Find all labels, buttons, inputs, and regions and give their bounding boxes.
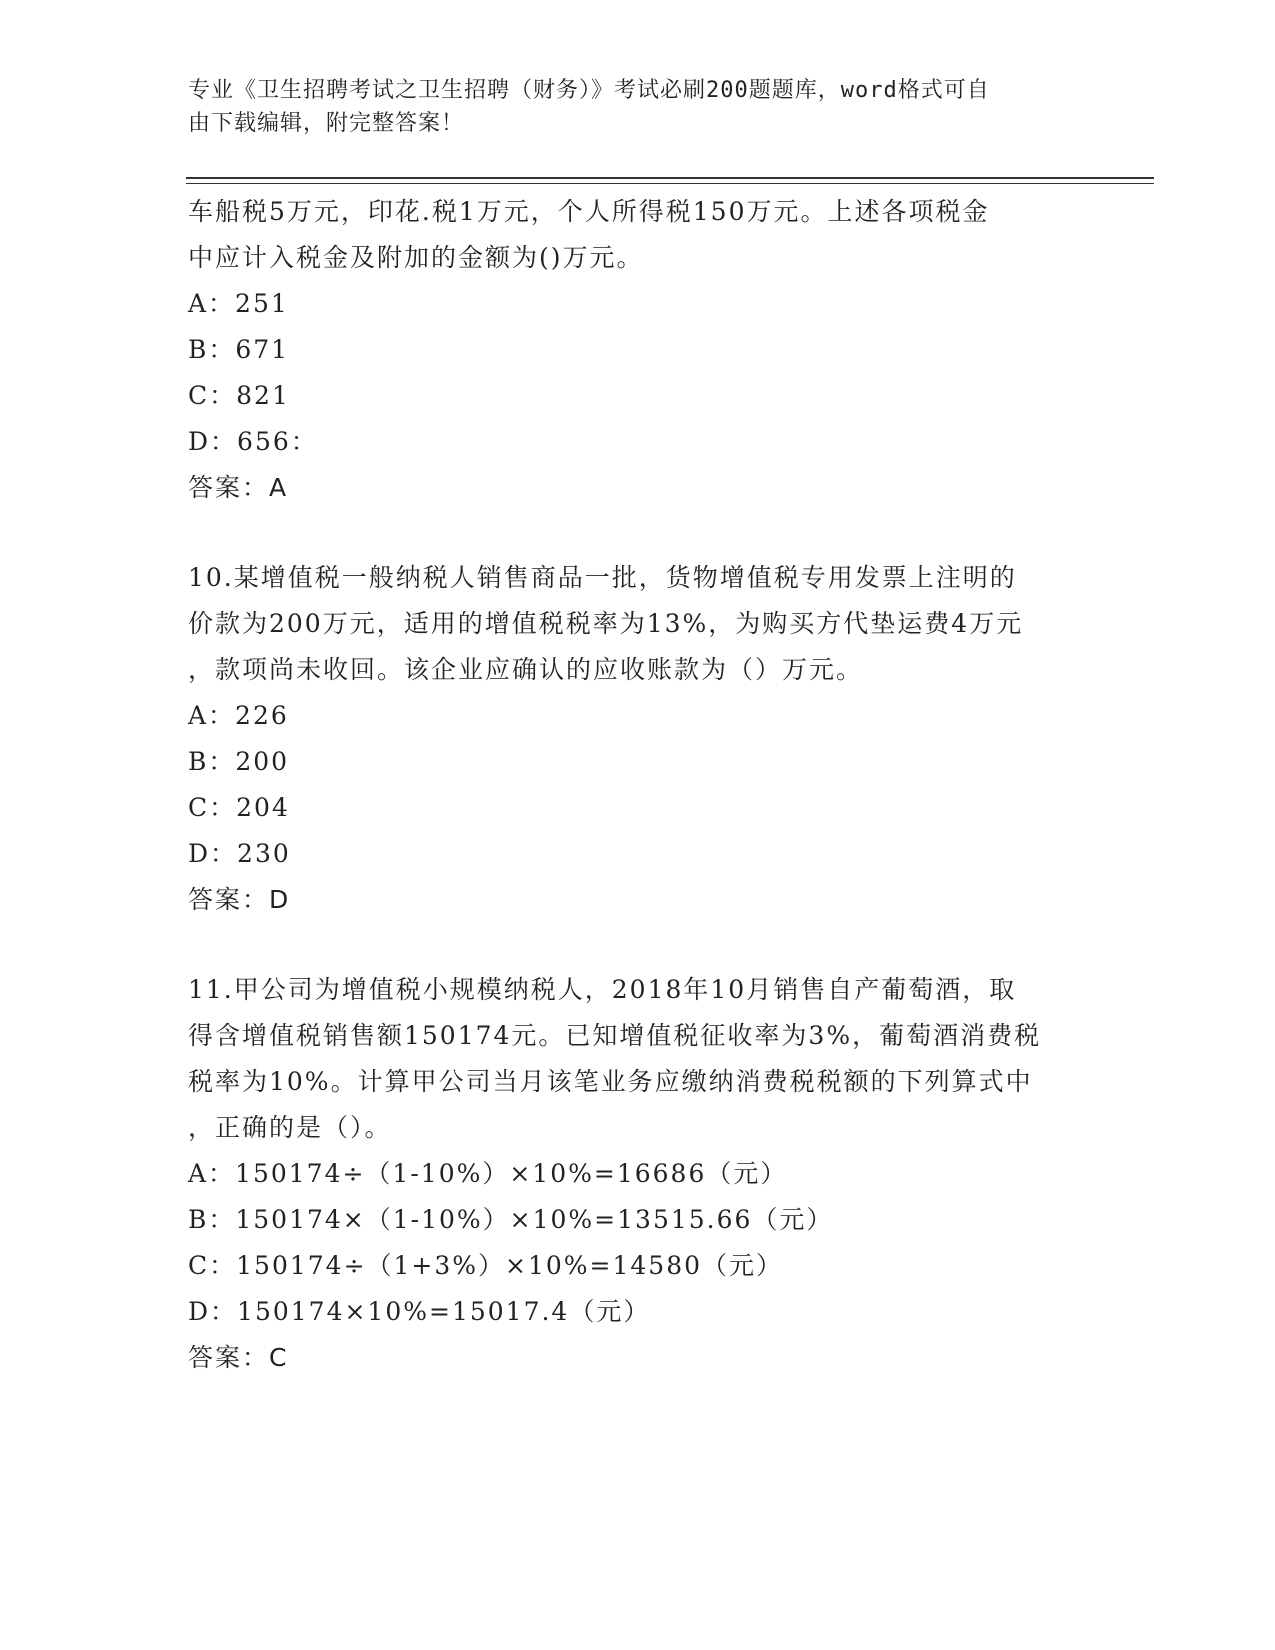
question-line: ，款项尚未收回。该企业应确认的应收账款为（）万元。 xyxy=(188,655,864,684)
question-text xyxy=(188,189,1088,281)
option-c: C：150174÷（1+3%）×10%=14580（元） xyxy=(188,1251,784,1280)
question-text xyxy=(188,555,1088,693)
question-line: 中应计入税金及附加的金额为()万元。 xyxy=(188,243,644,272)
header-divider-thick xyxy=(186,177,1154,179)
document-header xyxy=(188,74,1088,140)
question-list xyxy=(188,189,1088,1381)
option-d: D：150174×10%=15017.4（元） xyxy=(188,1297,651,1326)
option-b: B：671 xyxy=(188,335,290,364)
header-line-2: 由下载编辑，附完整答案！ xyxy=(188,111,465,136)
question-line: 11.甲公司为增值税小规模纳税人，2018年10月销售自产葡萄酒，取 xyxy=(188,975,1017,1004)
question-line: 车船税5万元，印花.税1万元，个人所得税150万元。上述各项税金 xyxy=(188,197,990,226)
answer-line: 答案：A xyxy=(188,473,289,502)
header-divider-thin xyxy=(186,183,1154,184)
answer-line: 答案：C xyxy=(188,1343,289,1372)
question-text xyxy=(188,967,1088,1151)
question-line: ，正确的是（）。 xyxy=(188,1113,392,1142)
question-line: 价款为200万元，适用的增值税税率为13%，为购买方代垫运费4万元 xyxy=(188,609,1024,638)
question-block xyxy=(188,555,1088,923)
question-line: 10.某增值税一般纳税人销售商品一批，货物增值税专用发票上注明的 xyxy=(188,563,1017,592)
option-b: B：200 xyxy=(188,747,290,776)
question-block xyxy=(188,967,1088,1381)
question-line: 得含增值税销售额150174元。已知增值税征收率为3%，葡萄酒消费税 xyxy=(188,1021,1042,1050)
option-a: A：226 xyxy=(188,701,289,730)
question-spacer xyxy=(188,923,1088,967)
question-block xyxy=(188,189,1088,511)
header-line-1: 专业《卫生招聘考试之卫生招聘（财务）》考试必刷200题题库，word格式可自 xyxy=(188,78,990,103)
question-spacer xyxy=(188,511,1088,555)
option-c: C：821 xyxy=(188,381,290,410)
option-c: C：204 xyxy=(188,793,290,822)
option-d: D：230 xyxy=(188,839,291,868)
answer-line: 答案：D xyxy=(188,885,291,914)
option-d: D：656： xyxy=(188,427,318,456)
option-a: A：251 xyxy=(188,289,289,318)
option-b: B：150174×（1-10%）×10%=13515.66（元） xyxy=(188,1205,834,1234)
question-line: 税率为10%。计算甲公司当月该笔业务应缴纳消费税税额的下列算式中 xyxy=(188,1067,1033,1096)
option-a: A：150174÷（1-10%）×10%=16686（元） xyxy=(188,1159,788,1188)
